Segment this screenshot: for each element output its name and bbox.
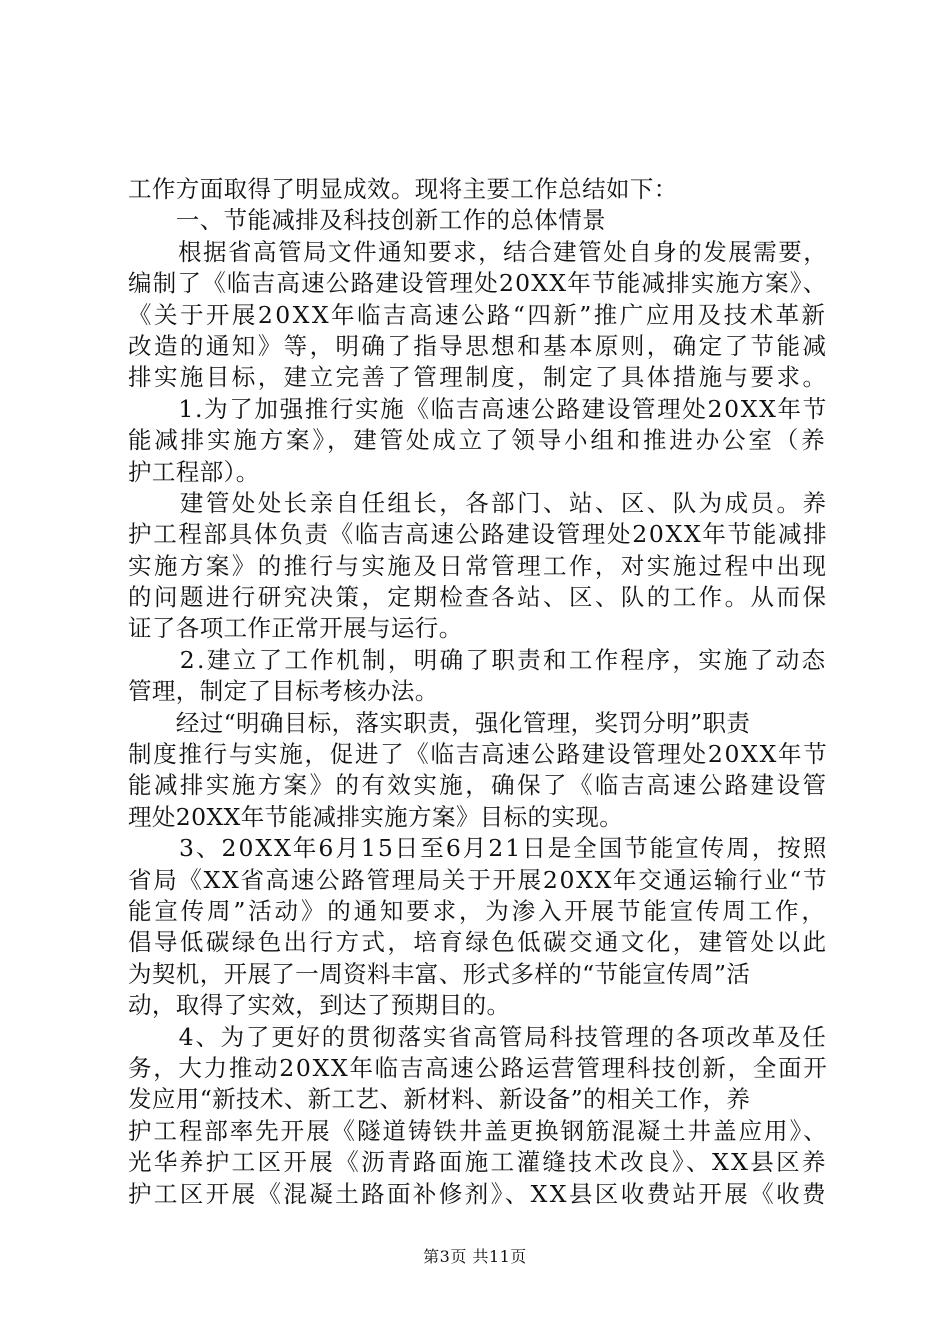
text-line: 管理，制定了目标考核办法。 <box>128 677 439 706</box>
text-line: 编制了《临吉高速公路建设管理处20XX年节能减排实施方案》、 <box>128 269 828 298</box>
text-line: 一、节能减排及科技创新工作的总体情景 <box>128 206 606 235</box>
text-line: 护工程部率先开展《隧道铸铁井盖更换钢筋混凝土井盖应用》、 <box>128 1116 829 1145</box>
text-line: 2.建立了工作机制，明确了职责和工作程序，实施了动态 <box>128 645 828 674</box>
text-line: 护工程部具体负责《临吉高速公路建设管理处20XX年节能减排 <box>128 520 829 549</box>
text-line: 发应用“新技术、新工艺、新材料、新设备”的相关工作，养 <box>128 1085 751 1114</box>
text-line: 改造的通知》等，明确了指导思想和基本原则，确定了节能减 <box>128 331 829 360</box>
text-line: 《关于开展20XX年临吉高速公路“四新”推广应用及技术革新 <box>128 300 828 329</box>
text-line: 排实施目标，建立完善了管理制度，制定了具体措施与要求。 <box>128 363 829 392</box>
text-line: 务，大力推动20XX年临吉高速公路运营管理科技创新，全面开 <box>128 1053 829 1082</box>
text-line: 3、20XX年6月15日至6月21日是全国节能宣传周，按照 <box>128 834 829 863</box>
text-line: 实施方案》的推行与实施及日常管理工作，对实施过程中出现 <box>128 551 829 580</box>
text-line: 制度推行与实施，促进了《临吉高速公路建设管理处20XX年节 <box>128 740 829 769</box>
text-line: 证了各项工作正常开展与运行。 <box>128 614 463 643</box>
text-line: 护工区开展《混凝土路面补修剂》、XX县区收费站开展《收费 <box>128 1179 828 1208</box>
document-body <box>128 174 828 1210</box>
text-line: 倡导低碳绿色出行方式，培育绿色低碳交通文化，建管处以此 <box>128 928 829 957</box>
text-line: 光华养护工区开展《沥青路面施工灌缝技术改良》、XX县区养 <box>128 1148 828 1177</box>
text-line: 的问题进行研究决策，定期检查各站、区、队的工作。从而保 <box>128 583 829 612</box>
text-line: 4、为了更好的贯彻落实省高管局科技管理的各项改革及任 <box>128 1022 828 1051</box>
text-line: 能减排实施方案》的有效实施，确保了《临吉高速公路建设管 <box>128 771 829 800</box>
text-line: 护工程部）。 <box>128 457 260 486</box>
text-line: 能宣传周”活动》的通知要求，为渗入开展节能宣传周工作， <box>128 896 828 925</box>
text-line: 根据省高管局文件通知要求，结合建管处自身的发展需要， <box>128 237 829 266</box>
text-line: 省局《XX省高速公路管理局关于开展20XX年交通运输行业“节 <box>128 865 829 894</box>
text-line: 建管处处长亲自任组长，各部门、站、区、队为成员。养 <box>128 488 829 517</box>
text-line: 能减排实施方案》，建管处成立了领导小组和推进办公室（养 <box>128 426 828 455</box>
text-line: 经过“明确目标，落实职责，强化管理，奖罚分明”职责 <box>128 708 751 737</box>
text-line: 理处20XX年节能减排实施方案》目标的实现。 <box>128 802 624 831</box>
text-line: 工作方面取得了明显成效。现将主要工作总结如下： <box>128 175 678 203</box>
text-line: 1.为了加强推行实施《临吉高速公路建设管理处20XX年节 <box>128 394 828 423</box>
page-number-footer: 第3页 共11页 <box>423 1247 527 1266</box>
text-line: 为契机，开展了一周资料丰富、形式多样的“节能宣传周”活 <box>128 959 751 988</box>
text-line: 动，取得了实效，到达了预期目的。 <box>128 991 511 1020</box>
